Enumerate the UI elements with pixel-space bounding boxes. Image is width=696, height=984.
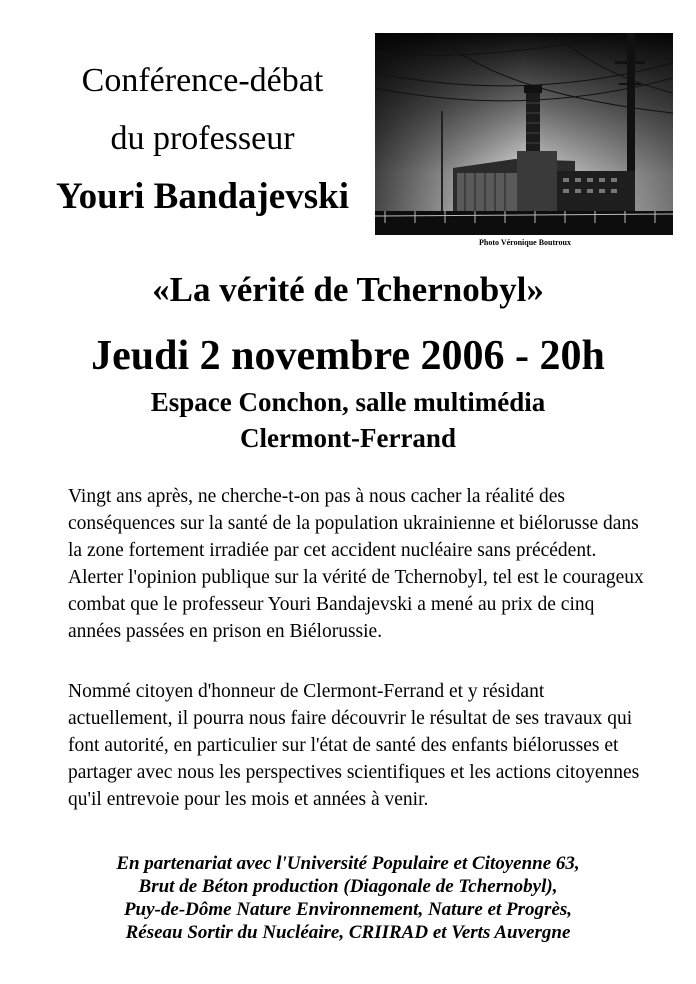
body-paragraph-2: Nommé citoyen d'honneur de Clermont-Ferrand et y résidant actuellement, il pourra nous faire découvrir le résultat de ses travaux qui font autorité, en particulier sur l'état de santé des enfants biélorusses et partager avec nous les perspectives scientifiques et les actions citoyennes qu'il entrevoie pour les mois et années à venir. — [68, 681, 640, 810]
chernobyl-photo — [375, 33, 673, 235]
event-city: Clermont-Ferrand — [240, 423, 456, 453]
partners-line: Puy-de-Dôme Nature Environnement, Nature et Progrès, — [123, 899, 573, 920]
speaker-name: Youri Bandajevski — [56, 176, 349, 217]
photo-credit: Photo Véronique Boutroux — [478, 238, 571, 247]
partners-line: Réseau Sortir du Nucléaire, CRIIRAD et Verts Auvergne — [125, 922, 571, 943]
event-date: Jeudi 2 novembre 2006 - 20h — [91, 333, 605, 379]
event-venue: Espace Conchon, salle multimédia — [150, 387, 546, 417]
partners-line: En partenariat avec l'Université Populaire et Citoyenne 63, — [116, 853, 580, 874]
event-title: «La vérité de Tchernobyl» — [152, 270, 544, 309]
partners-block — [40, 852, 656, 944]
header-line-professor: du professeur — [110, 120, 295, 157]
body-paragraph-1: Vingt ans après, ne cherche-t-on pas à nous cacher la réalité des conséquences sur la santé de la population ukrainienne et biélorusse dans la zone fortement irradiée par cet accident nucléaire sans précédent. Alerter l'opinion publique sur la vérité de Tchernobyl, tel est le courageux combat que le professeur Youri Bandajevski a mené au prix de cinq années passées en prison en Biélorussie. — [68, 486, 644, 642]
header-title — [20, 52, 385, 226]
partners-line: Brut de Béton production (Diagonale de Tchernobyl), — [138, 876, 558, 897]
header-line-conference: Conférence-débat — [81, 62, 324, 99]
